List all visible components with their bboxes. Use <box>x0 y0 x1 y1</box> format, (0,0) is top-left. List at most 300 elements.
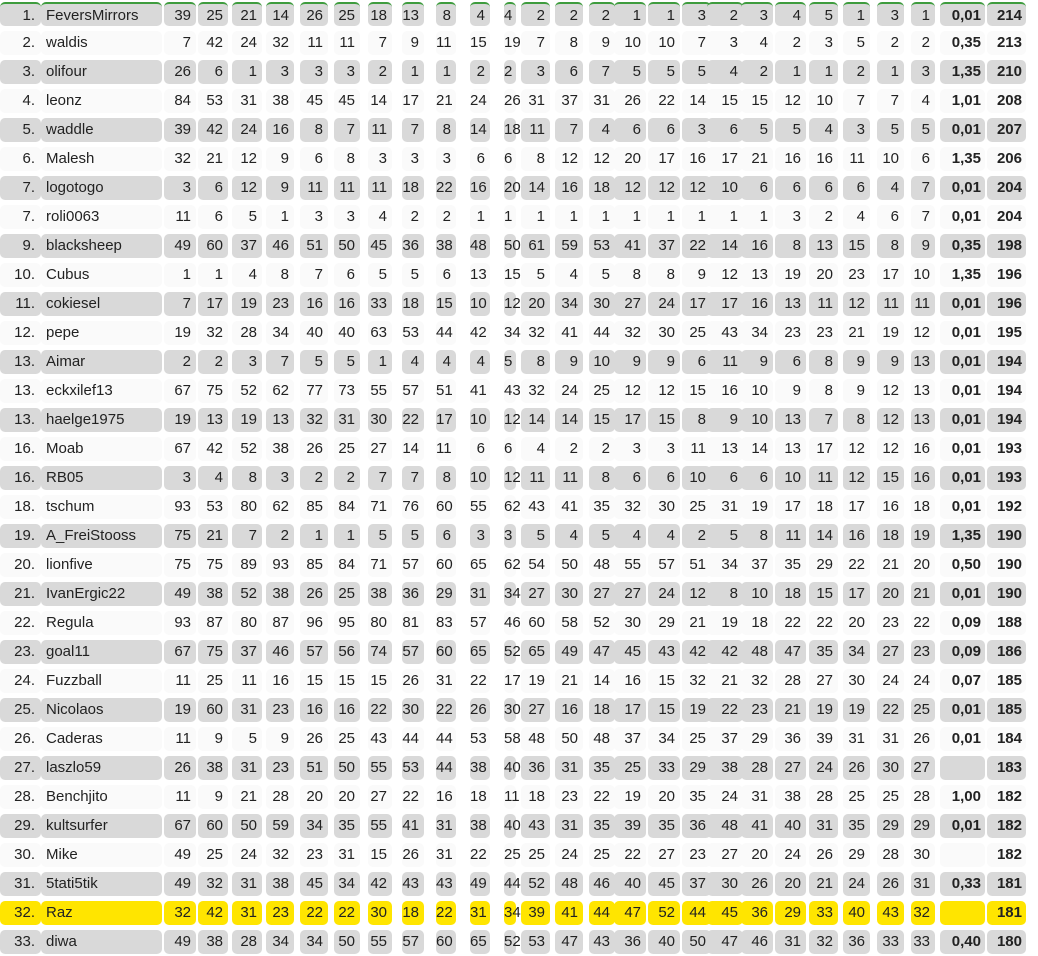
round-rank-cell: 20 <box>504 176 516 200</box>
rank-cell: 31. <box>0 872 41 896</box>
round-rank-cell: 27 <box>809 669 838 693</box>
total-points-cell: 181 <box>987 872 1026 896</box>
round-rank-cell: 3 <box>266 60 294 84</box>
factor-cell: 1,35 <box>940 263 985 287</box>
round-rank-cell: 40 <box>614 872 646 896</box>
round-rank-cell: 38 <box>436 234 456 258</box>
total-points-cell: 190 <box>987 524 1026 548</box>
round-rank-cell: 3 <box>775 205 806 229</box>
round-rank-cell: 12 <box>843 292 870 316</box>
round-rank-cell: 26 <box>402 843 424 867</box>
round-rank-cell: 34 <box>504 901 516 925</box>
round-rank-cell: 14 <box>589 669 615 693</box>
round-rank-cell: 19 <box>164 698 196 722</box>
round-rank-cell: 1 <box>648 2 680 26</box>
round-rank-cell: 19 <box>911 524 935 548</box>
round-rank-cell: 42 <box>707 640 743 664</box>
round-rank-cell: 62 <box>504 495 516 519</box>
round-rank-cell: 7 <box>555 118 583 142</box>
round-rank-cell: 38 <box>266 437 294 461</box>
round-rank-cell: 19 <box>707 611 743 635</box>
table-row <box>0 724 1038 753</box>
round-rank-cell: 2 <box>164 350 196 374</box>
factor-cell: 0,35 <box>940 234 985 258</box>
round-rank-cell: 11 <box>334 176 360 200</box>
round-rank-cell: 29 <box>809 553 838 577</box>
round-rank-cell: 44 <box>402 727 424 751</box>
round-rank-cell: 3 <box>436 147 456 171</box>
round-rank-cell: 55 <box>470 495 490 519</box>
round-rank-cell: 10 <box>682 466 711 490</box>
table-row <box>0 811 1038 840</box>
round-rank-cell: 1 <box>775 60 806 84</box>
total-points-cell: 210 <box>987 60 1026 84</box>
round-rank-cell: 26 <box>300 2 328 26</box>
round-rank-cell: 3 <box>877 2 904 26</box>
round-rank-cell: 1 <box>555 205 583 229</box>
round-rank-cell: 4 <box>614 524 646 548</box>
total-points-cell: 182 <box>987 843 1026 867</box>
round-rank-cell: 25 <box>682 495 711 519</box>
round-rank-cell: 48 <box>470 234 490 258</box>
round-rank-cell: 5 <box>402 524 424 548</box>
total-points-cell: 195 <box>987 321 1026 345</box>
round-rank-cell: 38 <box>470 814 490 838</box>
round-rank-cell: 50 <box>334 930 360 954</box>
round-rank-cell: 8 <box>843 408 870 432</box>
round-rank-cell: 10 <box>470 292 490 316</box>
round-rank-cell: 34 <box>334 872 360 896</box>
round-rank-cell: 21 <box>682 611 711 635</box>
round-rank-cell: 1 <box>470 205 490 229</box>
round-rank-cell: 28 <box>877 843 904 867</box>
round-rank-cell: 32 <box>198 872 228 896</box>
round-rank-cell: 37 <box>648 234 680 258</box>
round-rank-cell: 1 <box>436 60 456 84</box>
round-rank-cell: 16 <box>614 669 646 693</box>
round-rank-cell: 4 <box>521 437 550 461</box>
round-rank-cell: 18 <box>741 611 773 635</box>
round-rank-cell: 4 <box>648 524 680 548</box>
round-rank-cell: 16 <box>470 176 490 200</box>
round-rank-cell: 23 <box>843 263 870 287</box>
player-name-cell: waldis <box>41 31 162 55</box>
round-rank-cell: 19 <box>741 495 773 519</box>
round-rank-cell: 21 <box>809 872 838 896</box>
total-points-cell: 184 <box>987 727 1026 751</box>
round-rank-cell: 5 <box>614 60 646 84</box>
round-rank-cell: 52 <box>232 379 262 403</box>
round-rank-cell: 20 <box>911 553 935 577</box>
round-rank-cell: 20 <box>843 611 870 635</box>
round-rank-cell: 30 <box>911 843 935 867</box>
round-rank-cell: 8 <box>707 582 743 606</box>
factor-cell: 0,01 <box>940 2 985 26</box>
total-points-cell: 185 <box>987 669 1026 693</box>
round-rank-cell: 3 <box>334 205 360 229</box>
round-rank-cell: 36 <box>741 901 773 925</box>
round-rank-cell: 17 <box>198 292 228 316</box>
round-rank-cell: 14 <box>368 89 392 113</box>
total-points-cell: 190 <box>987 582 1026 606</box>
round-rank-cell: 26 <box>843 756 870 780</box>
factor-cell: 0,01 <box>940 118 985 142</box>
round-rank-cell: 43 <box>521 814 550 838</box>
round-rank-cell: 55 <box>368 930 392 954</box>
round-rank-cell: 84 <box>164 89 196 113</box>
round-rank-cell: 29 <box>648 611 680 635</box>
round-rank-cell: 36 <box>402 234 424 258</box>
round-rank-cell: 18 <box>402 176 424 200</box>
round-rank-cell: 40 <box>504 814 516 838</box>
table-row <box>0 289 1038 318</box>
table-row <box>0 28 1038 57</box>
round-rank-cell: 84 <box>334 553 360 577</box>
round-rank-cell: 17 <box>707 147 743 171</box>
round-rank-cell: 12 <box>589 147 615 171</box>
round-rank-cell: 15 <box>300 669 328 693</box>
round-rank-cell: 9 <box>775 379 806 403</box>
round-rank-cell: 63 <box>368 321 392 345</box>
round-rank-cell: 16 <box>555 698 583 722</box>
round-rank-cell: 45 <box>300 872 328 896</box>
round-rank-cell: 7 <box>911 176 935 200</box>
round-rank-cell: 2 <box>555 437 583 461</box>
round-rank-cell: 2 <box>809 205 838 229</box>
round-rank-cell: 28 <box>232 321 262 345</box>
round-rank-cell: 5 <box>300 350 328 374</box>
rank-cell: 19. <box>0 524 41 548</box>
round-rank-cell: 7 <box>809 408 838 432</box>
round-rank-cell: 9 <box>843 350 870 374</box>
round-rank-cell: 30 <box>707 872 743 896</box>
round-rank-cell: 22 <box>877 698 904 722</box>
round-rank-cell: 19 <box>521 669 550 693</box>
round-rank-cell: 26 <box>164 60 196 84</box>
round-rank-cell: 59 <box>266 814 294 838</box>
round-rank-cell: 27 <box>589 582 615 606</box>
round-rank-cell: 23 <box>911 640 935 664</box>
round-rank-cell: 9 <box>266 727 294 751</box>
round-rank-cell: 55 <box>368 756 392 780</box>
round-rank-cell: 16 <box>707 379 743 403</box>
round-rank-cell: 39 <box>614 814 646 838</box>
round-rank-cell: 1 <box>911 2 935 26</box>
round-rank-cell: 32 <box>164 147 196 171</box>
round-rank-cell: 2 <box>877 31 904 55</box>
round-rank-cell: 89 <box>232 553 262 577</box>
round-rank-cell: 19 <box>232 408 262 432</box>
round-rank-cell: 38 <box>470 756 490 780</box>
round-rank-cell: 10 <box>470 466 490 490</box>
round-rank-cell: 60 <box>436 495 456 519</box>
round-rank-cell: 50 <box>232 814 262 838</box>
round-rank-cell: 21 <box>436 89 456 113</box>
round-rank-cell: 67 <box>164 437 196 461</box>
round-rank-cell: 5 <box>707 524 743 548</box>
round-rank-cell: 7 <box>682 31 711 55</box>
round-rank-cell: 30 <box>648 495 680 519</box>
round-rank-cell: 11 <box>877 292 904 316</box>
round-rank-cell: 22 <box>436 176 456 200</box>
round-rank-cell: 3 <box>334 60 360 84</box>
factor-cell: 0,40 <box>940 930 985 954</box>
round-rank-cell: 25 <box>334 437 360 461</box>
round-rank-cell: 20 <box>648 785 680 809</box>
round-rank-cell: 6 <box>470 437 490 461</box>
round-rank-cell: 28 <box>809 785 838 809</box>
round-rank-cell: 13 <box>809 234 838 258</box>
round-rank-cell: 42 <box>470 321 490 345</box>
table-row <box>0 608 1038 637</box>
round-rank-cell: 11 <box>843 147 870 171</box>
round-rank-cell: 25 <box>198 843 228 867</box>
round-rank-cell: 85 <box>300 553 328 577</box>
player-name-cell: Malesh <box>41 147 162 171</box>
table-row <box>0 376 1038 405</box>
factor-cell <box>940 843 985 867</box>
round-rank-cell: 14 <box>741 437 773 461</box>
round-rank-cell: 34 <box>504 321 516 345</box>
round-rank-cell: 49 <box>164 930 196 954</box>
round-rank-cell: 29 <box>741 727 773 751</box>
round-rank-cell: 53 <box>470 727 490 751</box>
round-rank-cell: 34 <box>648 727 680 751</box>
round-rank-cell: 20 <box>877 582 904 606</box>
round-rank-cell: 24 <box>232 31 262 55</box>
round-rank-cell: 10 <box>775 466 806 490</box>
player-name-cell: goal11 <box>41 640 162 664</box>
round-rank-cell: 2 <box>334 466 360 490</box>
total-points-cell: 194 <box>987 379 1026 403</box>
round-rank-cell: 47 <box>775 640 806 664</box>
round-rank-cell: 34 <box>300 930 328 954</box>
round-rank-cell: 13 <box>911 408 935 432</box>
round-rank-cell: 56 <box>334 640 360 664</box>
round-rank-cell: 6 <box>775 350 806 374</box>
round-rank-cell: 37 <box>232 234 262 258</box>
round-rank-cell: 2 <box>521 2 550 26</box>
round-rank-cell: 5 <box>334 350 360 374</box>
round-rank-cell: 36 <box>521 756 550 780</box>
round-rank-cell: 5 <box>809 2 838 26</box>
round-rank-cell: 30 <box>648 321 680 345</box>
round-rank-cell: 24 <box>707 785 743 809</box>
round-rank-cell: 84 <box>334 495 360 519</box>
round-rank-cell: 4 <box>470 2 490 26</box>
round-rank-cell: 80 <box>232 495 262 519</box>
round-rank-cell: 40 <box>843 901 870 925</box>
round-rank-cell: 38 <box>368 582 392 606</box>
round-rank-cell: 2 <box>555 2 583 26</box>
rank-cell: 13. <box>0 408 41 432</box>
round-rank-cell: 22 <box>402 408 424 432</box>
round-rank-cell: 10 <box>707 176 743 200</box>
round-rank-cell: 32 <box>614 495 646 519</box>
round-rank-cell: 15 <box>589 408 615 432</box>
total-points-cell: 182 <box>987 814 1026 838</box>
factor-cell: 0,01 <box>940 727 985 751</box>
round-rank-cell: 53 <box>198 495 228 519</box>
player-name-cell: Regula <box>41 611 162 635</box>
player-name-cell: blacksheep <box>41 234 162 258</box>
round-rank-cell: 5 <box>521 524 550 548</box>
round-rank-cell: 5 <box>877 118 904 142</box>
round-rank-cell: 4 <box>198 466 228 490</box>
round-rank-cell: 53 <box>402 321 424 345</box>
round-rank-cell: 39 <box>164 118 196 142</box>
round-rank-cell: 43 <box>648 640 680 664</box>
round-rank-cell: 18 <box>877 524 904 548</box>
round-rank-cell: 11 <box>809 466 838 490</box>
round-rank-cell: 24 <box>648 292 680 316</box>
round-rank-cell: 39 <box>809 727 838 751</box>
round-rank-cell: 14 <box>707 234 743 258</box>
round-rank-cell: 4 <box>707 60 743 84</box>
round-rank-cell: 16 <box>741 292 773 316</box>
total-points-cell: 181 <box>987 901 1026 925</box>
rank-cell: 16. <box>0 466 41 490</box>
round-rank-cell: 34 <box>555 292 583 316</box>
round-rank-cell: 24 <box>555 843 583 867</box>
round-rank-cell: 2 <box>707 2 743 26</box>
player-name-cell: roli0063 <box>41 205 162 229</box>
round-rank-cell: 6 <box>741 176 773 200</box>
round-rank-cell: 14 <box>555 408 583 432</box>
round-rank-cell: 1 <box>198 263 228 287</box>
round-rank-cell: 43 <box>707 321 743 345</box>
round-rank-cell: 3 <box>164 176 196 200</box>
round-rank-cell: 26 <box>470 698 490 722</box>
round-rank-cell: 1 <box>648 205 680 229</box>
round-rank-cell: 13 <box>198 408 228 432</box>
round-rank-cell: 5 <box>368 263 392 287</box>
round-rank-cell: 58 <box>555 611 583 635</box>
round-rank-cell: 43 <box>521 495 550 519</box>
rank-cell: 21. <box>0 582 41 606</box>
round-rank-cell: 13 <box>775 437 806 461</box>
total-points-cell: 214 <box>987 2 1026 26</box>
round-rank-cell: 6 <box>470 147 490 171</box>
round-rank-cell: 75 <box>198 553 228 577</box>
table-row <box>0 405 1038 434</box>
round-rank-cell: 15 <box>843 234 870 258</box>
round-rank-cell: 6 <box>707 466 743 490</box>
round-rank-cell: 26 <box>402 669 424 693</box>
round-rank-cell: 2 <box>368 60 392 84</box>
round-rank-cell: 13 <box>741 263 773 287</box>
round-rank-cell: 19 <box>164 408 196 432</box>
round-rank-cell: 31 <box>232 698 262 722</box>
round-rank-cell: 24 <box>843 872 870 896</box>
round-rank-cell: 11 <box>521 118 550 142</box>
round-rank-cell: 93 <box>266 553 294 577</box>
round-rank-cell: 16 <box>775 147 806 171</box>
round-rank-cell: 4 <box>504 2 516 26</box>
round-rank-cell: 38 <box>775 785 806 809</box>
table-row <box>0 840 1038 869</box>
round-rank-cell: 9 <box>266 147 294 171</box>
round-rank-cell: 10 <box>741 582 773 606</box>
round-rank-cell: 19 <box>775 263 806 287</box>
round-rank-cell: 36 <box>775 727 806 751</box>
round-rank-cell: 44 <box>504 872 516 896</box>
round-rank-cell: 80 <box>232 611 262 635</box>
rank-cell: 25. <box>0 698 41 722</box>
round-rank-cell: 7 <box>402 466 424 490</box>
round-rank-cell: 37 <box>707 727 743 751</box>
round-rank-cell: 14 <box>521 408 550 432</box>
round-rank-cell: 32 <box>521 379 550 403</box>
round-rank-cell: 42 <box>198 437 228 461</box>
factor-cell: 0,01 <box>940 176 985 200</box>
total-points-cell: 196 <box>987 292 1026 316</box>
round-rank-cell: 3 <box>682 2 711 26</box>
round-rank-cell: 6 <box>614 466 646 490</box>
round-rank-cell: 53 <box>402 756 424 780</box>
round-rank-cell: 11 <box>368 176 392 200</box>
round-rank-cell: 75 <box>198 379 228 403</box>
round-rank-cell: 6 <box>504 437 516 461</box>
round-rank-cell: 7 <box>164 292 196 316</box>
round-rank-cell: 22 <box>648 89 680 113</box>
round-rank-cell: 36 <box>843 930 870 954</box>
round-rank-cell: 34 <box>843 640 870 664</box>
round-rank-cell: 33 <box>368 292 392 316</box>
factor-cell: 0,33 <box>940 872 985 896</box>
round-rank-cell: 12 <box>843 466 870 490</box>
round-rank-cell: 7 <box>334 118 360 142</box>
round-rank-cell: 7 <box>521 31 550 55</box>
round-rank-cell: 19 <box>232 292 262 316</box>
round-rank-cell: 39 <box>164 2 196 26</box>
round-rank-cell: 12 <box>504 466 516 490</box>
round-rank-cell: 44 <box>436 756 456 780</box>
round-rank-cell: 52 <box>589 611 615 635</box>
round-rank-cell: 17 <box>775 495 806 519</box>
round-rank-cell: 36 <box>402 582 424 606</box>
round-rank-cell: 52 <box>504 930 516 954</box>
factor-cell: 0,09 <box>940 611 985 635</box>
player-name-cell: waddle <box>41 118 162 142</box>
rank-cell: 10. <box>0 263 41 287</box>
round-rank-cell: 37 <box>741 553 773 577</box>
round-rank-cell: 43 <box>589 930 615 954</box>
round-rank-cell: 16 <box>809 147 838 171</box>
table-row <box>0 550 1038 579</box>
round-rank-cell: 54 <box>521 553 550 577</box>
round-rank-cell: 6 <box>843 176 870 200</box>
round-rank-cell: 25 <box>334 727 360 751</box>
round-rank-cell: 21 <box>877 553 904 577</box>
round-rank-cell: 11 <box>164 205 196 229</box>
round-rank-cell: 57 <box>402 553 424 577</box>
round-rank-cell: 32 <box>164 901 196 925</box>
round-rank-cell: 18 <box>809 495 838 519</box>
round-rank-cell: 14 <box>809 524 838 548</box>
round-rank-cell: 50 <box>555 553 583 577</box>
round-rank-cell: 17 <box>614 698 646 722</box>
round-rank-cell: 50 <box>334 756 360 780</box>
round-rank-cell: 8 <box>521 147 550 171</box>
round-rank-cell: 24 <box>555 379 583 403</box>
round-rank-cell: 29 <box>877 814 904 838</box>
round-rank-cell: 1 <box>334 524 360 548</box>
round-rank-cell: 5 <box>368 524 392 548</box>
player-name-cell: Fuzzball <box>41 669 162 693</box>
round-rank-cell: 23 <box>300 843 328 867</box>
round-rank-cell: 23 <box>266 756 294 780</box>
